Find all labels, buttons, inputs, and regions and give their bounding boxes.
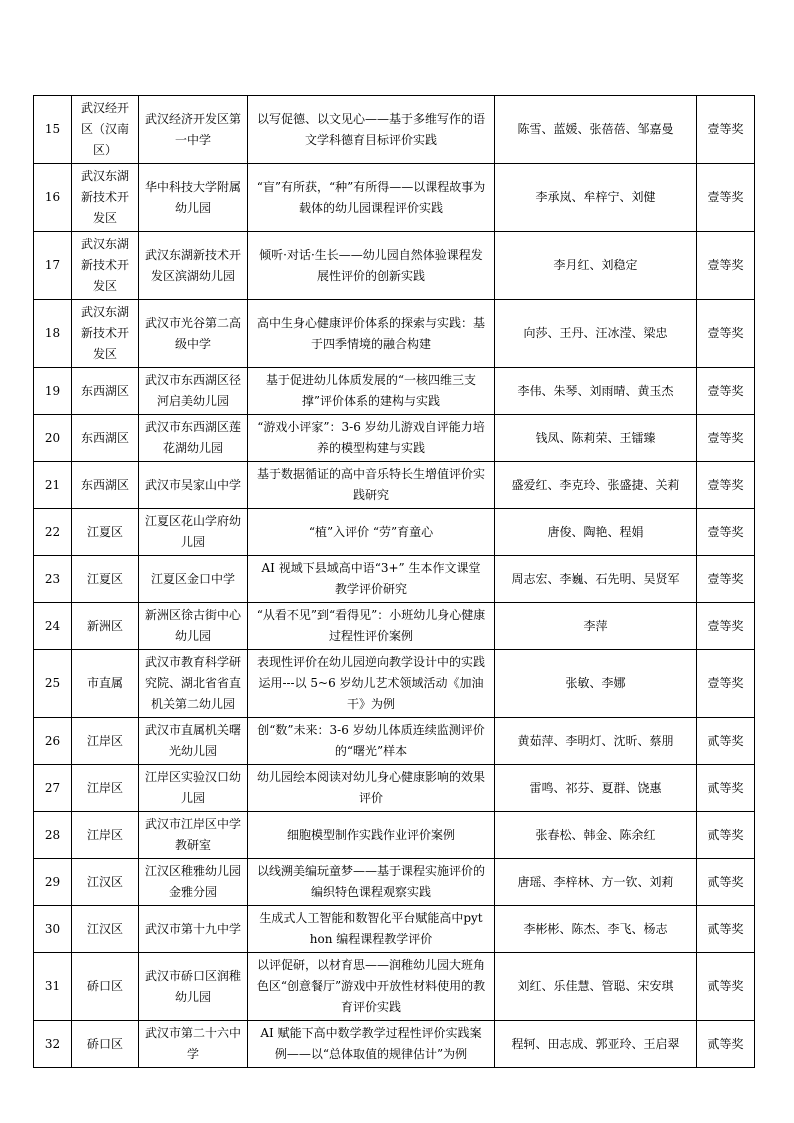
table-row	[34, 509, 755, 556]
cell-title: “盲”有所获，“种”有所得——以课程故事为载体的幼儿园课程评价实践	[248, 164, 495, 232]
cell-title: 基于数据循证的高中音乐特长生增值评价实践研究	[248, 462, 495, 509]
cell-district: 江夏区	[72, 509, 139, 556]
cell-district: 武汉东湖新技术开发区	[72, 232, 139, 300]
cell-district: 市直属	[72, 650, 139, 718]
cell-award: 贰等奖	[697, 718, 755, 765]
cell-title: 幼儿园绘本阅读对幼儿身心健康影响的效果评价	[248, 765, 495, 812]
cell-unit: 武汉市东西湖区莲花湖幼儿园	[139, 415, 248, 462]
table-row	[34, 603, 755, 650]
cell-no: 20	[34, 415, 72, 462]
cell-title: AI 视域下县域高中语“3+” 生本作文课堂教学评价研究	[248, 556, 495, 603]
cell-district: 东西湖区	[72, 368, 139, 415]
cell-authors: 李月红、刘稳定	[495, 232, 697, 300]
table-row	[34, 1021, 755, 1068]
cell-title: 高中生身心健康评价体系的探索与实践：基于四季情境的融合构建	[248, 300, 495, 368]
cell-authors: 张春松、韩金、陈余红	[495, 812, 697, 859]
cell-award: 贰等奖	[697, 859, 755, 906]
cell-unit: 武汉市吴家山中学	[139, 462, 248, 509]
cell-authors: 刘红、乐佳慧、管聪、宋安琪	[495, 953, 697, 1021]
table-row	[34, 368, 755, 415]
cell-district: 江岸区	[72, 765, 139, 812]
cell-no: 17	[34, 232, 72, 300]
cell-award: 壹等奖	[697, 368, 755, 415]
table-row	[34, 718, 755, 765]
cell-title: “植”入评价 “劳”育童心	[248, 509, 495, 556]
cell-no: 19	[34, 368, 72, 415]
cell-unit: 武汉市第二十六中学	[139, 1021, 248, 1068]
cell-no: 21	[34, 462, 72, 509]
cell-district: 武汉东湖新技术开发区	[72, 164, 139, 232]
cell-title: 基于促进幼儿体质发展的“一核四维三支撑”评价体系的建构与实践	[248, 368, 495, 415]
cell-no: 24	[34, 603, 72, 650]
cell-title: “游戏小评家”：3-6 岁幼儿游戏自评能力培养的模型构建与实践	[248, 415, 495, 462]
cell-district: 江汉区	[72, 906, 139, 953]
cell-district: 江岸区	[72, 718, 139, 765]
cell-authors: 雷鸣、祁芬、夏群、饶惠	[495, 765, 697, 812]
cell-no: 28	[34, 812, 72, 859]
cell-no: 30	[34, 906, 72, 953]
cell-district: 硚口区	[72, 1021, 139, 1068]
cell-award: 壹等奖	[697, 96, 755, 164]
cell-unit: 武汉东湖新技术开发区滨湖幼儿园	[139, 232, 248, 300]
cell-authors: 唐瑶、李梓林、方一钦、刘莉	[495, 859, 697, 906]
cell-district: 东西湖区	[72, 462, 139, 509]
cell-unit: 武汉市第十九中学	[139, 906, 248, 953]
cell-authors: 陈雪、蓝媛、张蓓蓓、邹嘉曼	[495, 96, 697, 164]
cell-award: 壹等奖	[697, 509, 755, 556]
table-row	[34, 164, 755, 232]
table-row	[34, 232, 755, 300]
cell-title: 倾听·对话·生长——幼儿园自然体验课程发展性评价的创新实践	[248, 232, 495, 300]
cell-authors: 张敏、李娜	[495, 650, 697, 718]
cell-award: 壹等奖	[697, 300, 755, 368]
cell-award: 贰等奖	[697, 765, 755, 812]
cell-award: 贰等奖	[697, 812, 755, 859]
table-row	[34, 415, 755, 462]
table-row	[34, 462, 755, 509]
cell-award: 壹等奖	[697, 164, 755, 232]
cell-award: 壹等奖	[697, 462, 755, 509]
table-row	[34, 859, 755, 906]
cell-unit: 武汉经济开发区第一中学	[139, 96, 248, 164]
cell-title: 以线溯美编玩童梦——基于课程实施评价的编织特色课程观察实践	[248, 859, 495, 906]
cell-authors: 李承岚、牟梓宁、刘健	[495, 164, 697, 232]
cell-no: 31	[34, 953, 72, 1021]
cell-unit: 华中科技大学附属幼儿园	[139, 164, 248, 232]
cell-no: 23	[34, 556, 72, 603]
cell-authors: 李萍	[495, 603, 697, 650]
awards-table-body	[34, 96, 755, 1068]
cell-title: 创“数”未来：3-6 岁幼儿体质连续监测评价的“曙光”样本	[248, 718, 495, 765]
cell-authors: 周志宏、李巍、石先明、吴贤军	[495, 556, 697, 603]
cell-no: 29	[34, 859, 72, 906]
cell-title: 表现性评价在幼儿园逆向教学设计中的实践运用---以 5~6 岁幼儿艺术领域活动《加油干》为例	[248, 650, 495, 718]
table-row	[34, 650, 755, 718]
cell-unit: 武汉市江岸区中学教研室	[139, 812, 248, 859]
cell-unit: 武汉市东西湖区径河启美幼儿园	[139, 368, 248, 415]
cell-award: 壹等奖	[697, 415, 755, 462]
cell-title: 以写促德、以文见心——基于多维写作的语文学科德育目标评价实践	[248, 96, 495, 164]
cell-unit: 江岸区实验汉口幼儿园	[139, 765, 248, 812]
cell-title: AI 赋能下高中数学教学过程性评价实践案例——以“总体取值的规律估计”为例	[248, 1021, 495, 1068]
cell-district: 江汉区	[72, 859, 139, 906]
cell-title: “从看不见”到“看得见”：小班幼儿身心健康过程性评价案例	[248, 603, 495, 650]
cell-authors: 盛爱红、李克玲、张盛捷、关莉	[495, 462, 697, 509]
table-row	[34, 300, 755, 368]
cell-unit: 武汉市教育科学研究院、湖北省省直机关第二幼儿园	[139, 650, 248, 718]
cell-unit: 新洲区徐古街中心幼儿园	[139, 603, 248, 650]
cell-no: 26	[34, 718, 72, 765]
cell-authors: 黄茹萍、李明灯、沈昕、蔡朋	[495, 718, 697, 765]
cell-no: 15	[34, 96, 72, 164]
cell-no: 27	[34, 765, 72, 812]
cell-district: 东西湖区	[72, 415, 139, 462]
cell-district: 硚口区	[72, 953, 139, 1021]
cell-unit: 江汉区稚雅幼儿园金雅分园	[139, 859, 248, 906]
table-row	[34, 953, 755, 1021]
cell-unit: 武汉市光谷第二高级中学	[139, 300, 248, 368]
cell-district: 新洲区	[72, 603, 139, 650]
cell-district: 武汉东湖新技术开发区	[72, 300, 139, 368]
cell-no: 25	[34, 650, 72, 718]
cell-award: 贰等奖	[697, 953, 755, 1021]
cell-title: 以评促研，以材育思——润稚幼儿园大班角色区“创意餐厅”游戏中开放性材料使用的教育评价实践	[248, 953, 495, 1021]
cell-unit: 江夏区花山学府幼儿园	[139, 509, 248, 556]
cell-district: 江岸区	[72, 812, 139, 859]
cell-unit: 武汉市直属机关曙光幼儿园	[139, 718, 248, 765]
cell-no: 22	[34, 509, 72, 556]
table-row	[34, 765, 755, 812]
cell-title: 细胞模型制作实践作业评价案例	[248, 812, 495, 859]
cell-no: 18	[34, 300, 72, 368]
cell-district: 武汉经开区（汉南区）	[72, 96, 139, 164]
cell-unit: 江夏区金口中学	[139, 556, 248, 603]
cell-authors: 钱凤、陈莉荣、王镭臻	[495, 415, 697, 462]
cell-authors: 向莎、王丹、汪冰滢、梁忠	[495, 300, 697, 368]
table-row	[34, 556, 755, 603]
cell-award: 贰等奖	[697, 906, 755, 953]
cell-award: 壹等奖	[697, 650, 755, 718]
cell-title: 生成式人工智能和数智化平台赋能高中python 编程课程教学评价	[248, 906, 495, 953]
cell-district: 江夏区	[72, 556, 139, 603]
cell-award: 壹等奖	[697, 603, 755, 650]
table-row	[34, 906, 755, 953]
awards-table	[33, 95, 755, 1068]
cell-authors: 李彬彬、陈杰、李飞、杨志	[495, 906, 697, 953]
cell-authors: 唐俊、陶艳、程娟	[495, 509, 697, 556]
cell-no: 32	[34, 1021, 72, 1068]
cell-authors: 李伟、朱琴、刘雨晴、黄玉杰	[495, 368, 697, 415]
cell-unit: 武汉市硚口区润稚幼儿园	[139, 953, 248, 1021]
cell-award: 壹等奖	[697, 556, 755, 603]
cell-award: 贰等奖	[697, 1021, 755, 1068]
table-row	[34, 812, 755, 859]
cell-no: 16	[34, 164, 72, 232]
table-row	[34, 96, 755, 164]
cell-award: 壹等奖	[697, 232, 755, 300]
cell-authors: 程轲、田志成、郭亚玲、王启翠	[495, 1021, 697, 1068]
